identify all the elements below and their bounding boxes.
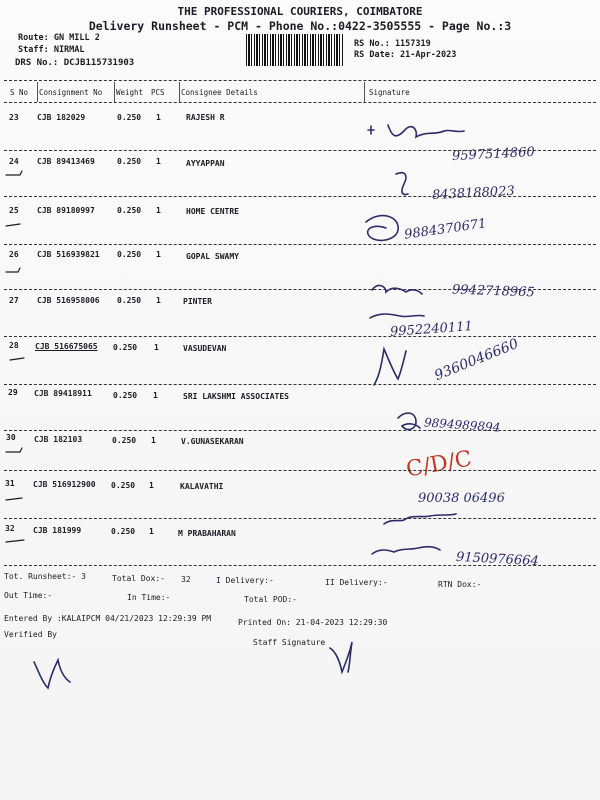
table-cell-weight: 0.250 bbox=[113, 391, 138, 400]
col-header-pcs: PCS bbox=[151, 88, 165, 97]
table-cell-consignment: CJB 182029 bbox=[37, 113, 86, 122]
handwritten-note: 9150976664 bbox=[455, 549, 540, 570]
table-cell-sno: 30 bbox=[6, 433, 16, 442]
staff-label: Staff: NIRMAL bbox=[18, 45, 85, 55]
row-divider bbox=[4, 244, 596, 245]
table-cell-weight: 0.250 bbox=[117, 296, 142, 305]
rtn-dox: RTN Dox:- bbox=[438, 580, 482, 589]
header-rule bbox=[4, 102, 596, 103]
table-cell-consignment: CJB 182103 bbox=[34, 435, 83, 444]
table-cell-sno: 26 bbox=[9, 250, 19, 259]
table-cell-weight: 0.250 bbox=[117, 206, 142, 215]
rs-date: RS Date: 21-Apr-2023 bbox=[354, 50, 457, 60]
table-cell-sno: 31 bbox=[5, 479, 15, 488]
row-divider bbox=[4, 384, 596, 385]
table-cell-weight: 0.250 bbox=[117, 250, 142, 259]
handwritten-note: C/D/C bbox=[404, 446, 474, 483]
table-cell-pcs: 1 bbox=[153, 391, 158, 400]
table-cell-weight: 0.250 bbox=[117, 113, 142, 122]
i-delivery: I Delivery:- bbox=[216, 576, 274, 585]
in-time: In Time:- bbox=[127, 593, 171, 602]
table-cell-pcs: 1 bbox=[156, 157, 161, 166]
table-cell-weight: 0.250 bbox=[112, 436, 137, 445]
table-cell-sno: 27 bbox=[9, 296, 19, 305]
staff-signature-label: Staff Signature bbox=[253, 638, 326, 647]
verified-by: Verified By bbox=[4, 630, 57, 639]
table-cell-consignment: CJB 89180997 bbox=[37, 206, 95, 215]
ii-delivery: II Delivery:- bbox=[325, 578, 388, 587]
table-cell-consignee: AYYAPPAN bbox=[186, 159, 225, 168]
table-cell-pcs: 1 bbox=[156, 113, 161, 122]
handwritten-note: 9884370671 bbox=[403, 216, 488, 243]
table-cell-sno: 24 bbox=[9, 157, 19, 166]
company-title: THE PROFESSIONAL COURIERS, COIMBATORE bbox=[177, 5, 423, 18]
runsheet-subtitle: Delivery Runsheet - PCM - Phone No.:0422-3505555 - Page No.:3 bbox=[88, 19, 512, 33]
table-cell-sno: 29 bbox=[8, 388, 18, 397]
rs-number: RS No.: 1157319 bbox=[354, 39, 431, 49]
handwritten-note: 9952240111 bbox=[389, 319, 474, 340]
table-cell-sno: 28 bbox=[9, 341, 19, 350]
handwritten-note: 8438188023 bbox=[431, 183, 516, 204]
table-cell-consignment: CJB 516958006 bbox=[37, 296, 100, 305]
row-divider bbox=[4, 565, 596, 566]
col-header-signature: Signature bbox=[369, 88, 410, 97]
table-cell-consignment: CJB 89418911 bbox=[34, 389, 92, 398]
row-divider bbox=[4, 196, 596, 197]
table-top-rule bbox=[4, 80, 596, 81]
table-cell-consignment: CJB 516675065 bbox=[35, 342, 98, 351]
table-cell-pcs: 1 bbox=[156, 250, 161, 259]
table-cell-sno: 32 bbox=[5, 524, 15, 533]
total-pod: Total POD:- bbox=[244, 595, 297, 604]
row-divider bbox=[4, 470, 596, 471]
table-cell-consignee: VASUDEVAN bbox=[183, 344, 227, 353]
table-cell-pcs: 1 bbox=[151, 436, 156, 445]
col-divider bbox=[179, 82, 180, 102]
table-cell-consignee: PINTER bbox=[183, 297, 212, 306]
printed-on: Printed On: 21-04-2023 12:29:30 bbox=[238, 618, 388, 627]
table-cell-weight: 0.250 bbox=[113, 343, 138, 352]
table-cell-consignment: CJB 181999 bbox=[33, 526, 82, 535]
table-cell-consignment: CJB 516939821 bbox=[37, 250, 100, 259]
table-cell-pcs: 1 bbox=[154, 343, 159, 352]
out-time: Out Time:- bbox=[4, 591, 53, 600]
row-divider bbox=[4, 518, 596, 519]
row-divider bbox=[4, 430, 596, 431]
entered-by: Entered By :KALAIPCM 04/21/2023 12:29:39 PM bbox=[4, 614, 212, 623]
barcode bbox=[246, 34, 344, 66]
handwritten-note: 9894989894 bbox=[423, 415, 501, 435]
table-cell-pcs: 1 bbox=[156, 296, 161, 305]
table-cell-pcs: 1 bbox=[149, 481, 154, 490]
table-cell-sno: 25 bbox=[9, 206, 19, 215]
table-cell-consignee: M PRABAHARAN bbox=[178, 529, 236, 538]
col-header-weight: Weight bbox=[116, 88, 144, 97]
table-cell-consignee: KALAVATHI bbox=[180, 482, 224, 491]
col-header-consignment: Consignment No bbox=[39, 88, 103, 97]
col-divider bbox=[37, 82, 38, 102]
row-divider bbox=[4, 336, 596, 337]
total-dox-label: Total Dox:- bbox=[112, 574, 165, 583]
col-header-consignee: Consignee Details bbox=[181, 88, 258, 97]
table-cell-weight: 0.250 bbox=[111, 481, 136, 490]
table-cell-consignee: V.GUNASEKARAN bbox=[181, 437, 244, 446]
table-cell-consignee: HOME CENTRE bbox=[186, 207, 239, 216]
row-divider bbox=[4, 289, 596, 290]
col-divider bbox=[364, 82, 365, 102]
row-divider bbox=[4, 150, 596, 151]
table-cell-consignee: RAJESH R bbox=[186, 113, 225, 122]
handwritten-note: 90038 06496 bbox=[418, 491, 505, 506]
table-cell-consignment: CJB 516912900 bbox=[33, 480, 96, 489]
tot-runsheet: Tot. Runsheet:- 3 bbox=[4, 572, 86, 581]
table-cell-pcs: 1 bbox=[156, 206, 161, 215]
handwritten-note: 9942718965 bbox=[451, 282, 535, 301]
table-cell-weight: 0.250 bbox=[117, 157, 142, 166]
handwritten-note: 9360046660 bbox=[432, 335, 521, 385]
table-cell-consignee: GOPAL SWAMY bbox=[186, 252, 239, 261]
table-cell-consignee: SRI LAKSHMI ASSOCIATES bbox=[183, 392, 289, 401]
table-cell-consignment: CJB 89413469 bbox=[37, 157, 95, 166]
table-cell-weight: 0.250 bbox=[111, 527, 136, 536]
total-dox-value: 32 bbox=[181, 575, 191, 584]
col-divider bbox=[114, 82, 115, 102]
route-label: Route: GN MILL 2 bbox=[18, 33, 100, 43]
col-header-sno: S No bbox=[10, 88, 29, 97]
table-cell-pcs: 1 bbox=[149, 527, 154, 536]
handwritten-note: 9597514860 bbox=[451, 144, 536, 165]
table-cell-sno: 23 bbox=[9, 113, 19, 122]
drs-number: DRS No.: DCJB115731903 bbox=[15, 58, 135, 68]
